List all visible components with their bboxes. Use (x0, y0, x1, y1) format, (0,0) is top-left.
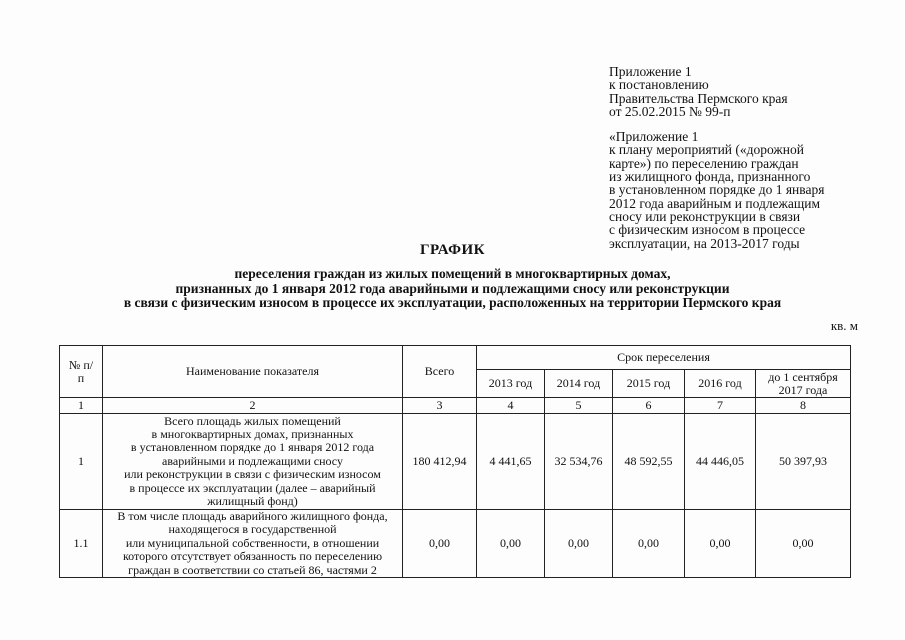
column-number: 3 (403, 398, 477, 414)
appendix-line: «Приложение 1 (609, 129, 699, 145)
row-number: 1 (60, 414, 103, 510)
row-name-line: жилищный фонд) (207, 494, 298, 509)
row-value: 0,00 (477, 510, 545, 578)
column-number: 7 (685, 398, 756, 414)
row-name (103, 510, 403, 578)
row-name-line: граждан в соответствии со статьей 86, частями 2 (128, 562, 377, 577)
appendix-line: эксплуатации, на 2013-2017 годы (609, 235, 800, 251)
row-name-line: в установленном порядке до 1 января 2012 года (130, 440, 375, 455)
row-name-line: В том числе площадь аварийного жилищного фонда, (117, 509, 388, 523)
appendix-line: Правительства Пермского края (609, 90, 788, 106)
header-term: Срок переселения (477, 346, 851, 370)
header-year: до 1 сентября 2017 года (756, 370, 851, 398)
row-number: 1.1 (60, 510, 103, 578)
column-number: 2 (103, 398, 403, 414)
subtitle-line: признанных до 1 января 2012 года аварийными и подлежащими сносу или реконструкции (175, 280, 730, 296)
header-row (60, 346, 851, 370)
unit-label: кв. м (830, 318, 858, 333)
row-name-line: которого отсутствует обязанность по переселению (122, 549, 383, 564)
appendix-line: к плану мероприятий («дорожной (609, 142, 804, 158)
schedule-table (59, 345, 851, 578)
row-total: 0,00 (403, 510, 477, 578)
row-name-line: находящегося в государственной (168, 522, 337, 537)
document-subtitle (0, 267, 905, 311)
header-name: Наименование показателя (103, 346, 403, 398)
column-number-row (60, 398, 851, 414)
header-year: 2016 год (685, 370, 756, 398)
row-name-line: или реконструкции в связи с физическим износом (124, 467, 381, 482)
row-value: 0,00 (613, 510, 685, 578)
appendix-line: от 25.02.2015 № 99-п (609, 103, 731, 119)
row-value: 44 446,05 (685, 414, 756, 510)
row-value: 0,00 (545, 510, 613, 578)
row-value: 50 397,93 (756, 414, 851, 510)
row-value: 48 592,55 (613, 414, 685, 510)
column-number: 8 (756, 398, 851, 414)
appendix-line: в установленном порядке до 1 января (609, 182, 825, 198)
appendix-line: Приложение 1 (609, 64, 692, 79)
subtitle-line: переселения граждан из жилых помещений в многоквартирных домах, (234, 266, 671, 281)
table-row (60, 510, 851, 578)
header-total: Всего (403, 346, 477, 398)
row-total: 180 412,94 (403, 414, 477, 510)
header-year: 2015 год (613, 370, 685, 398)
appendix-line: сносу или реконструкции в связи (609, 208, 801, 224)
row-name-line: аварийными и подлежащими сносу (162, 453, 343, 468)
column-number: 6 (613, 398, 685, 414)
column-number: 5 (545, 398, 613, 414)
subtitle-line: в связи с физическим износом в процессе их эксплуатации, расположенных на территории Пермского края (123, 295, 782, 310)
header-year: 2013 год (477, 370, 545, 398)
column-number: 1 (60, 398, 103, 414)
row-name-line: или муниципальной собственности, в отношении (125, 535, 380, 550)
row-name (103, 414, 403, 510)
row-value: 0,00 (756, 510, 851, 578)
appendix-line: к постановлению (609, 77, 709, 93)
header-year: 2014 год (545, 370, 613, 398)
document-title: ГРАФИК (419, 242, 486, 258)
appendix-line: карте») по переселению граждан (609, 155, 799, 171)
table-row (60, 414, 851, 510)
appendix-line: с физическим износом в процессе (609, 222, 806, 238)
row-name-line: в процессе их эксплуатации (далее – аварийный (129, 480, 376, 495)
appendix-block (609, 65, 859, 250)
row-name-line: в многоквартирных домах, признанных (151, 426, 354, 441)
appendix-line: из жилищного фонда, признанного (609, 169, 811, 185)
header-num: № п/п (60, 346, 103, 398)
row-value: 32 534,76 (545, 414, 613, 510)
row-value: 0,00 (685, 510, 756, 578)
appendix-line: 2012 года аварийным и подлежащим (609, 195, 821, 211)
column-number: 4 (477, 398, 545, 414)
row-value: 4 441,65 (477, 414, 545, 510)
row-name-line: Всего площадь жилых помещений (164, 413, 341, 428)
